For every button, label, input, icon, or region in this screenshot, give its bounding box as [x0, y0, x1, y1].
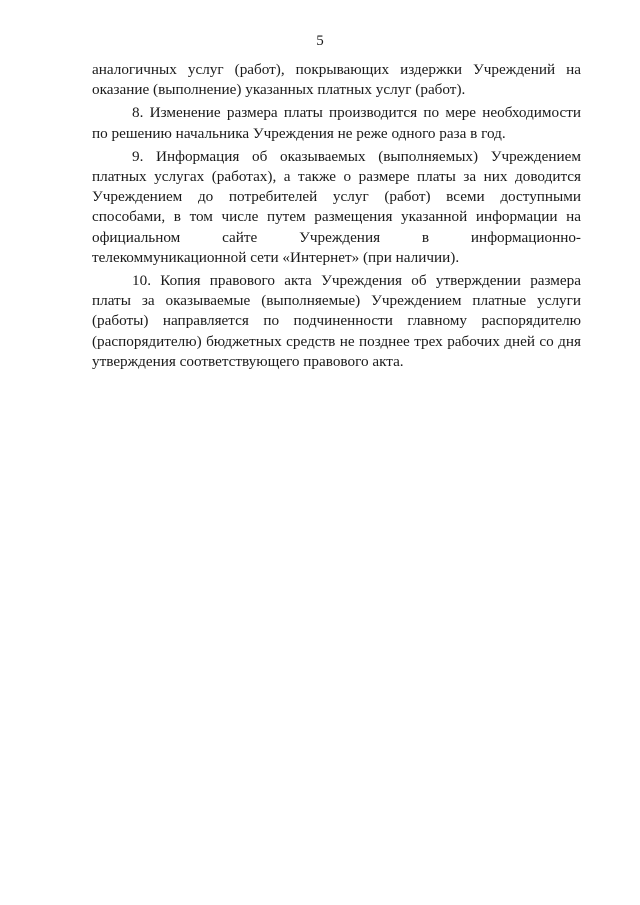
document-body — [92, 60, 581, 372]
page-number: 5 — [316, 33, 324, 49]
paragraph-item-8: 8. Изменение размера платы производится по мере необходимости по решению начальника Учреждения не реже одного раза в год. — [92, 104, 581, 142]
paragraph-item-10: 10. Копия правового акта Учреждения об утверждении размера платы за оказываемые (выполняемые) Учреждением платные услуги (работы) направляется по подчиненности главному распорядителю (распорядителю) бюджетных средств не позднее трех рабочих дней со дня утверждения соответствующего правового акта. — [92, 272, 581, 370]
paragraph-continuation: аналогичных услуг (работ), покрывающих издержки Учреждений на оказание (выполнение) указанных платных услуг (работ). — [92, 61, 581, 99]
paragraph-item-9: 9. Информация об оказываемых (выполняемых) Учреждением платных услугах (работах), а также о размере платы за них доводится Учреждением до потребителей услуг (работ) всеми доступными способами, в том числе путем размещения указанной информации на официальном сайте Учреждения в информационно-телекоммуникационной сети «Интернет» (при наличии). — [92, 147, 581, 266]
